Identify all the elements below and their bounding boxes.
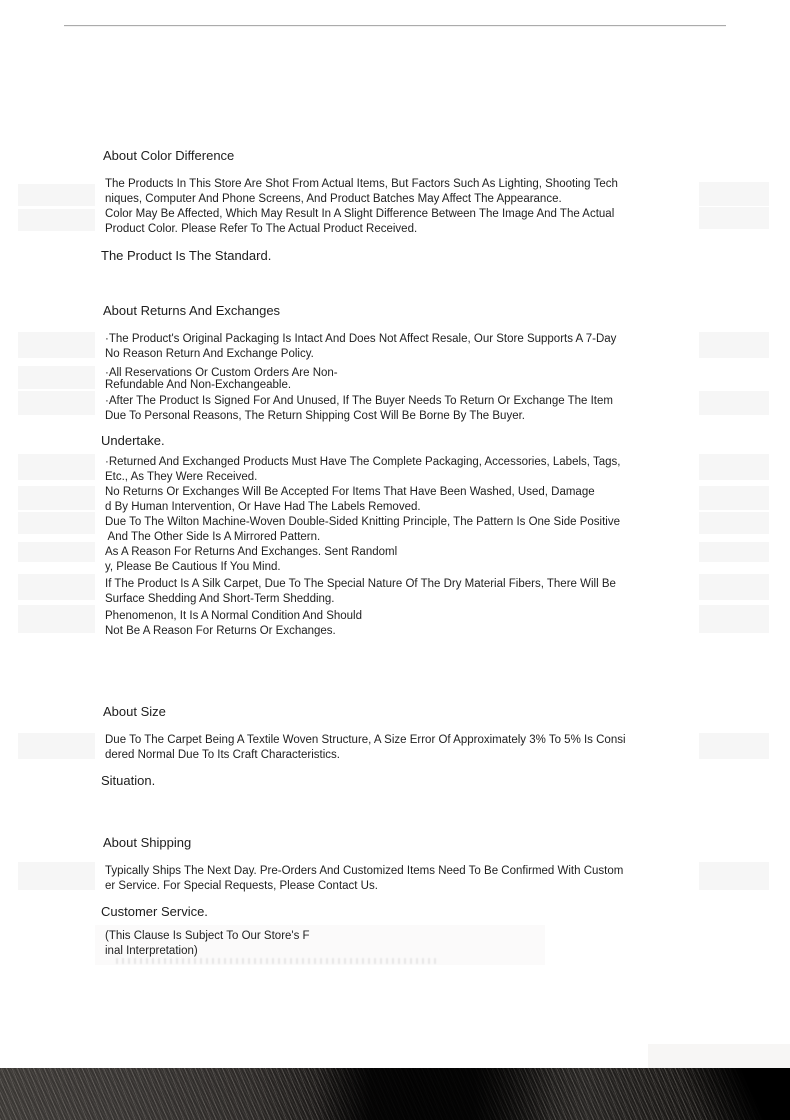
returns-paragraph [105,545,703,575]
overlay-artifact [18,209,95,231]
overlay-artifact [18,512,95,534]
text-line: ·All Reservations Or Custom Orders Are Non- [105,367,338,379]
overlay-artifact [699,862,769,890]
overlay-artifact [18,184,95,206]
section-heading: About Color Difference [103,148,235,163]
text-line: er Service. For Special Requests, Please Contact Us. [105,880,378,892]
text-line: dered Normal Due To Its Craft Characteristics. [105,749,340,761]
text-line: If The Product Is A Silk Carpet, Due To The Special Nature Of The Dry Material Fibers, There Will Be [105,578,616,590]
section-heading: About Size [103,704,166,719]
text-line: Not Be A Reason For Returns Or Exchanges. [105,625,336,637]
returns-paragraph [105,394,703,424]
overlay-artifact [18,486,95,510]
overlay-artifact [18,733,95,759]
overlay-artifact [18,542,95,562]
overlay-artifact [699,605,769,633]
emphasis-line: Undertake. [101,433,165,448]
returns-paragraph [105,515,703,545]
interpretation-clause [105,929,703,959]
carpet-threads-photo [0,1068,790,1120]
text-line: And The Other Side Is A Mirrored Pattern. [105,531,321,543]
overlay-artifact [18,391,95,415]
shipping-paragraph [105,864,703,894]
text-line: Product Color. Please Refer To The Actual Product Received. [105,223,418,235]
text-line: inal Interpretation) [105,945,198,957]
returns-paragraph [105,368,703,391]
text-line: ·Returned And Exchanged Products Must Have The Complete Packaging, Accessories, Labels, Tags, [105,456,621,468]
text-line: Refundable And Non-Exchangeable. [105,378,292,391]
text-line: (This Clause Is Subject To Our Store's F [105,930,310,942]
emphasis-line: The Product Is The Standard. [101,248,272,263]
top-divider [64,25,726,26]
section-about-color-difference [103,148,703,264]
section-about-returns-and-exchanges [103,303,703,639]
text-line: Etc., As They Were Received. [105,471,258,483]
text-line: Color May Be Affected, Which May Result In A Slight Difference Between The Image And The Actual [105,208,615,220]
returns-paragraph [105,332,703,362]
returns-paragraph [105,455,703,485]
overlay-artifact [18,605,95,633]
text-line: Due To The Wilton Machine-Woven Double-Sided Knitting Principle, The Pattern Is One Side Positive [105,516,621,528]
overlay-artifact [18,454,95,480]
overlay-artifact [18,366,95,389]
text-line: ·After The Product Is Signed For And Unused, If The Buyer Needs To Return Or Exchange The Item [105,395,613,407]
text-line: d By Human Intervention, Or Have Had The Labels Removed. [105,501,421,513]
overlay-artifact [699,207,769,229]
overlay-artifact [18,862,95,890]
text-line: y, Please Be Cautious If You Mind. [105,561,281,573]
text-line: The Products In This Store Are Shot From Actual Items, But Factors Such As Lighting, Shooting Tech [105,178,618,190]
section-heading: About Returns And Exchanges [103,303,281,318]
overlay-artifact [18,332,95,358]
text-line: Phenomenon, It Is A Normal Condition And Should [105,610,362,622]
overlay-artifact [18,574,95,600]
text-line: As A Reason For Returns And Exchanges. Sent Randoml [105,546,398,558]
overlay-artifact [699,486,769,510]
text-line: No Reason Return And Exchange Policy. [105,348,314,360]
emphasis-line: Situation. [101,773,156,788]
clipped-text-remnant [116,958,436,964]
overlay-artifact [699,542,769,562]
text-line: Surface Shedding And Short-Term Shedding. [105,593,335,605]
section-about-shipping [103,835,703,959]
overlay-artifact [699,733,769,759]
size-paragraph [105,733,703,763]
emphasis-line: Customer Service. [101,904,208,919]
returns-paragraph [105,577,703,607]
returns-paragraph [105,485,703,515]
color-difference-paragraph [105,177,703,237]
text-line: Due To The Carpet Being A Textile Woven Structure, A Size Error Of Approximately 3% To 5% Is Consi [105,734,626,746]
text-line: Typically Ships The Next Day. Pre-Orders And Customized Items Need To Be Confirmed With Custom [105,865,624,877]
text-line: No Returns Or Exchanges Will Be Accepted For Items That Have Been Washed, Used, Damage [105,486,595,498]
section-heading: About Shipping [103,835,192,850]
overlay-artifact [699,391,769,415]
overlay-artifact [699,182,769,206]
returns-paragraph [105,609,703,639]
footer-tint-artifact [648,1044,790,1068]
overlay-artifact [699,574,769,600]
text-line: ·The Product's Original Packaging Is Intact And Does Not Affect Resale, Our Store Supports A 7-Day [105,333,617,345]
text-line: niques, Computer And Phone Screens, And Product Batches May Affect The Appearance. [105,193,562,205]
text-line: Due To Personal Reasons, The Return Shipping Cost Will Be Borne By The Buyer. [105,410,525,422]
overlay-artifact [699,454,769,480]
section-about-size [103,704,703,789]
overlay-artifact [699,512,769,534]
overlay-artifact [699,332,769,358]
